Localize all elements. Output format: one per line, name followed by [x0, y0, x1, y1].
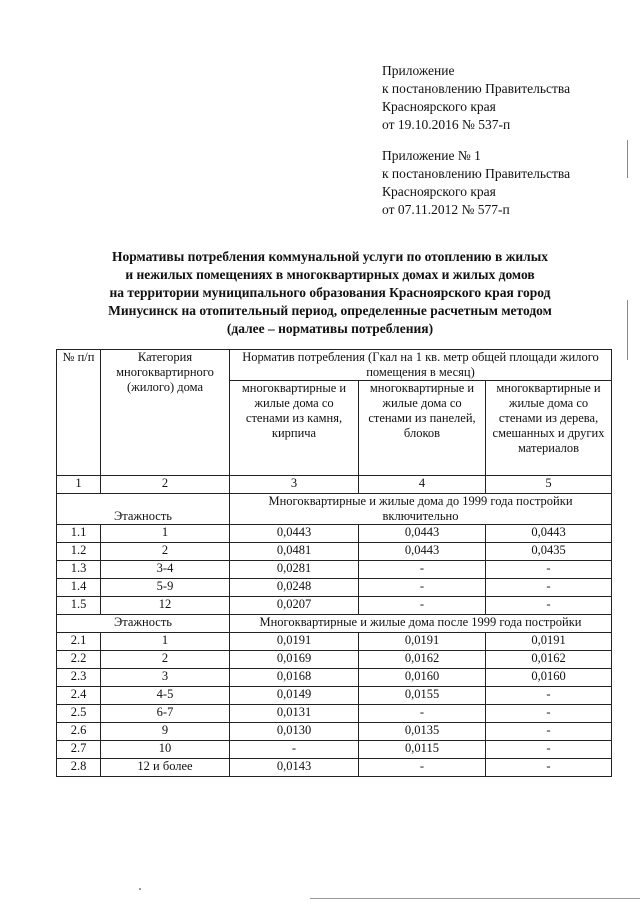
- row-panel: 0,0191: [359, 633, 486, 651]
- row-brick: 0,0131: [230, 705, 359, 723]
- table-row: [57, 687, 612, 705]
- row-wood: -: [486, 561, 612, 579]
- row-floors: 3: [101, 669, 230, 687]
- header-norm: Норматив потребления (Гкал на 1 кв. метр общей площади жилого помещения в месяц): [230, 350, 612, 381]
- appendix-line: к постановлению Правительства: [382, 81, 571, 96]
- header-panel: многоквартирные и жилые дома со стенами из панелей, блоков: [359, 381, 486, 476]
- row-wood: -: [486, 741, 612, 759]
- table-row: [57, 579, 612, 597]
- title-line: на территории муниципального образования Красноярского края город: [109, 285, 551, 300]
- appendix-line: Приложение № 1: [382, 148, 481, 163]
- norms-table: [56, 349, 612, 777]
- table-row: [57, 597, 612, 615]
- table-row: [57, 741, 612, 759]
- table-row: [57, 633, 612, 651]
- appendix-reference-original: [382, 147, 632, 219]
- row-panel: 0,0162: [359, 651, 486, 669]
- row-number: 2.8: [57, 759, 101, 777]
- row-brick: 0,0443: [230, 525, 359, 543]
- appendix-line: Красноярского края: [382, 99, 496, 114]
- row-wood: 0,0191: [486, 633, 612, 651]
- row-floors: 10: [101, 741, 230, 759]
- row-brick: 0,0281: [230, 561, 359, 579]
- row-wood: 0,0435: [486, 543, 612, 561]
- row-number: 2.4: [57, 687, 101, 705]
- row-wood: 0,0160: [486, 669, 612, 687]
- section-heading-row: [57, 615, 612, 633]
- index-cell: 5: [486, 476, 612, 494]
- row-brick: 0,0168: [230, 669, 359, 687]
- index-cell: 2: [101, 476, 230, 494]
- title-line: (далее – нормативы потребления): [226, 321, 434, 336]
- table-row: [57, 759, 612, 777]
- row-panel: 0,0443: [359, 525, 486, 543]
- row-number: 2.7: [57, 741, 101, 759]
- row-brick: 0,0143: [230, 759, 359, 777]
- table-row: [57, 561, 612, 579]
- row-panel: -: [359, 759, 486, 777]
- row-panel: -: [359, 561, 486, 579]
- section-heading-row: [57, 494, 612, 525]
- row-panel: -: [359, 705, 486, 723]
- section-heading: Многоквартирные и жилые дома после 1999 года постройки: [230, 615, 612, 633]
- row-panel: -: [359, 597, 486, 615]
- appendix-line: к постановлению Правительства: [382, 166, 571, 181]
- row-number: 2.2: [57, 651, 101, 669]
- row-number: 2.6: [57, 723, 101, 741]
- row-floors: 1: [101, 525, 230, 543]
- floor-label: Этажность: [57, 615, 230, 633]
- row-brick: 0,0207: [230, 597, 359, 615]
- row-brick: 0,0248: [230, 579, 359, 597]
- row-number: 2.3: [57, 669, 101, 687]
- header-wood: многоквартирные и жилые дома со стенами из дерева, смешанных и других материалов: [486, 381, 612, 476]
- table-row: [57, 669, 612, 687]
- row-floors: 1: [101, 633, 230, 651]
- row-brick: 0,0130: [230, 723, 359, 741]
- row-brick: 0,0149: [230, 687, 359, 705]
- scan-speck: [139, 888, 141, 890]
- appendix-line: от 19.10.2016 № 537-п: [382, 117, 511, 132]
- index-row: [57, 476, 612, 494]
- row-floors: 6-7: [101, 705, 230, 723]
- title-line: Нормативы потребления коммунальной услуги по отоплению в жилых: [111, 249, 549, 264]
- scan-edge-line: [310, 898, 640, 899]
- table-row: [57, 651, 612, 669]
- floor-label: Этажность: [57, 494, 230, 525]
- table-row: [57, 543, 612, 561]
- section-heading: Многоквартирные и жилые дома до 1999 года постройки включительно: [230, 494, 612, 525]
- appendix-reference-current: [382, 62, 632, 134]
- row-floors: 3-4: [101, 561, 230, 579]
- row-floors: 12 и более: [101, 759, 230, 777]
- row-brick: 0,0169: [230, 651, 359, 669]
- row-number: 1.1: [57, 525, 101, 543]
- row-wood: 0,0162: [486, 651, 612, 669]
- title-line: и нежилых помещениях в многоквартирных домах и жилых домов: [125, 267, 535, 282]
- row-wood: -: [486, 687, 612, 705]
- header-number: № п/п: [57, 350, 101, 476]
- index-cell: 3: [230, 476, 359, 494]
- index-cell: 4: [359, 476, 486, 494]
- row-brick: 0,0481: [230, 543, 359, 561]
- row-panel: 0,0135: [359, 723, 486, 741]
- row-panel: 0,0160: [359, 669, 486, 687]
- row-number: 2.1: [57, 633, 101, 651]
- table-row: [57, 723, 612, 741]
- document-title: [40, 248, 620, 338]
- scan-edge-mark: [627, 140, 628, 178]
- row-wood: -: [486, 759, 612, 777]
- row-wood: 0,0443: [486, 525, 612, 543]
- row-floors: 2: [101, 651, 230, 669]
- row-number: 1.5: [57, 597, 101, 615]
- row-wood: -: [486, 579, 612, 597]
- row-wood: -: [486, 705, 612, 723]
- table-row: [57, 525, 612, 543]
- appendix-line: Красноярского края: [382, 184, 496, 199]
- row-number: 2.5: [57, 705, 101, 723]
- header-category: Категория многоквартирного (жилого) дома: [101, 350, 230, 476]
- appendix-line: от 07.11.2012 № 577-п: [382, 202, 510, 217]
- row-panel: 0,0443: [359, 543, 486, 561]
- appendix-line: Приложение: [382, 63, 455, 78]
- row-brick: -: [230, 741, 359, 759]
- row-panel: -: [359, 579, 486, 597]
- row-panel: 0,0115: [359, 741, 486, 759]
- row-brick: 0,0191: [230, 633, 359, 651]
- row-floors: 9: [101, 723, 230, 741]
- row-wood: -: [486, 597, 612, 615]
- scan-edge-mark: [627, 300, 628, 360]
- row-wood: -: [486, 723, 612, 741]
- row-number: 1.3: [57, 561, 101, 579]
- row-floors: 4-5: [101, 687, 230, 705]
- row-number: 1.2: [57, 543, 101, 561]
- header-brick: многоквартирные и жилые дома со стенами из камня, кирпича: [230, 381, 359, 476]
- row-panel: 0,0155: [359, 687, 486, 705]
- title-line: Минусинск на отопительный период, определенные расчетным методом: [108, 303, 552, 318]
- row-number: 1.4: [57, 579, 101, 597]
- row-floors: 2: [101, 543, 230, 561]
- table-row: [57, 705, 612, 723]
- row-floors: 5-9: [101, 579, 230, 597]
- index-cell: 1: [57, 476, 101, 494]
- row-floors: 12: [101, 597, 230, 615]
